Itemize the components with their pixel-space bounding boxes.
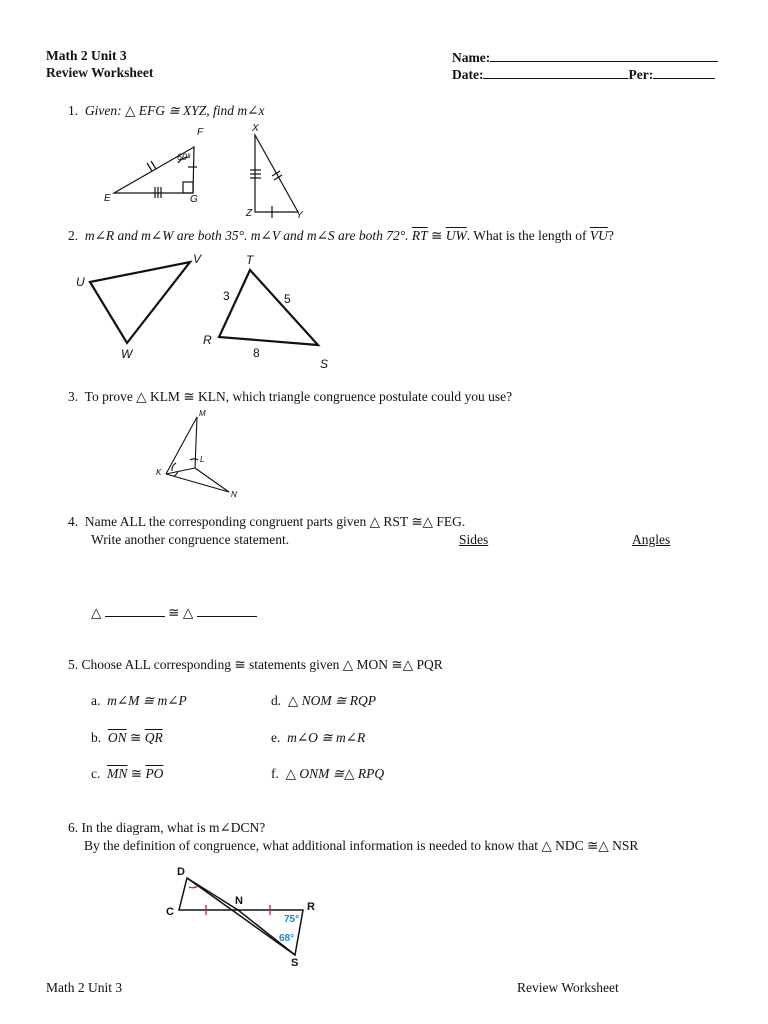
question-1 — [68, 103, 264, 119]
option-b — [91, 730, 163, 746]
option-text: △ NOM ≅ RQP — [287, 693, 376, 708]
segment-kl — [166, 468, 195, 474]
angle-arc-d — [189, 886, 198, 888]
triangle-uvw — [90, 262, 190, 343]
angle-arc-l — [190, 459, 198, 460]
label-u: U — [76, 275, 85, 289]
triangle-trs — [219, 270, 318, 345]
segment-ln — [195, 468, 229, 492]
angle-75-label: 75° — [284, 914, 300, 925]
triangle-efg — [114, 147, 194, 193]
footer-left: Math 2 Unit 3 — [46, 980, 123, 995]
question-number: 4. — [68, 514, 79, 529]
option-letter: a. — [91, 693, 101, 708]
segment-on: $\overline{ON}$ — [107, 730, 127, 745]
congruent-symbol: ≅ — [168, 605, 180, 620]
option-letter: c. — [91, 766, 101, 781]
segment-mn: $\overline{MN}$ — [107, 766, 128, 781]
label-k: K — [156, 468, 162, 477]
footer-right: Review Worksheet — [517, 980, 619, 995]
option-e — [271, 730, 365, 746]
label-n: N — [231, 490, 237, 499]
triangle-nsr — [238, 910, 303, 955]
tick-mark — [274, 175, 282, 180]
label-n: N — [235, 895, 243, 907]
label-v: V — [193, 252, 202, 266]
side-length-ts: 5 — [284, 292, 291, 306]
option-c — [91, 766, 163, 782]
question-text: To prove △ KLM ≅ KLN, which triangle congruence postulate could you use? — [84, 389, 513, 404]
question-text-b: . What is the length of — [466, 228, 587, 243]
transversal-ds — [187, 878, 295, 955]
triangle-xyz — [255, 135, 298, 212]
answer-blank — [197, 603, 257, 617]
label-f: F — [197, 127, 204, 138]
label-g: G — [190, 194, 198, 205]
side-length-rs: 8 — [253, 346, 260, 360]
per-label: Per: — [628, 67, 654, 82]
angle-arc-f — [178, 157, 190, 163]
per-blank — [653, 65, 715, 79]
label-l: L — [200, 455, 205, 464]
option-letter: e. — [271, 730, 281, 745]
option-text: m∠M ≅ m∠P — [107, 693, 187, 708]
name-blank — [490, 48, 718, 62]
option-text: m∠O ≅ m∠R — [287, 730, 366, 745]
sides-heading: Sides — [459, 532, 489, 547]
question-text: Given: △ EFG ≅ XYZ, find m∠x — [84, 103, 265, 118]
option-f — [271, 766, 384, 782]
label-e: E — [104, 193, 111, 204]
label-y: Y — [296, 210, 303, 221]
option-letter: d. — [271, 693, 282, 708]
option-letter: b. — [91, 730, 102, 745]
worksheet-title: Review Worksheet — [46, 65, 154, 80]
answer-blank — [105, 603, 165, 617]
side-length-rt: 3 — [223, 289, 230, 303]
course-title: Math 2 Unit 3 — [46, 48, 127, 63]
option-a — [91, 693, 187, 709]
question-number: 3. — [68, 389, 79, 404]
tick-mark — [272, 171, 280, 176]
label-x: X — [252, 123, 259, 134]
angle-60-label: 60° — [177, 152, 191, 162]
tick-mark — [147, 163, 152, 171]
segment-rt: $\overline{RT}$ — [411, 228, 428, 243]
segment-uw: $\overline{UW}$ — [445, 228, 467, 243]
angle-68-label: 68° — [279, 933, 295, 944]
question-6-subtext: By the definition of congruence, what additional information is needed to know that △ NDC ≅△ NSR — [84, 838, 639, 853]
angle-arc-k — [172, 463, 176, 471]
date-label: Date: — [452, 67, 484, 82]
angle-arc-k — [174, 471, 178, 476]
question-number: 2. — [68, 228, 79, 243]
question-number: 1. — [68, 103, 79, 118]
congruence-statement-blank — [91, 603, 257, 621]
question-2 — [68, 228, 614, 244]
triangle-ndc — [179, 878, 238, 910]
option-d — [271, 693, 376, 709]
congruent-symbol: ≅ — [431, 228, 443, 243]
name-field — [452, 48, 718, 66]
date-per-field — [452, 65, 715, 83]
label-m: M — [199, 409, 206, 418]
question-3 — [68, 389, 512, 405]
segment-po: $\overline{PO}$ — [145, 766, 164, 781]
label-r: R — [307, 901, 315, 913]
date-blank — [483, 65, 628, 79]
segment-qr: $\overline{QR}$ — [144, 730, 163, 745]
segment-vu: $\overline{VU}$ — [589, 228, 608, 243]
label-r: R — [203, 333, 212, 347]
triangle-symbol: △ — [182, 605, 194, 620]
label-s: S — [291, 957, 299, 969]
segment-km — [166, 417, 197, 474]
label-d: D — [177, 866, 185, 878]
label-z: Z — [246, 208, 253, 219]
label-w: W — [121, 347, 133, 361]
tick-mark — [151, 161, 156, 169]
triangle-symbol: △ — [91, 605, 102, 620]
name-label: Name: — [452, 50, 491, 65]
congruent-symbol: ≅ — [130, 730, 142, 745]
segment-ml — [195, 417, 197, 468]
question-6: 6. In the diagram, what is m∠DCN? — [68, 820, 266, 835]
question-text-c: ? — [607, 228, 614, 243]
question-4-subtext: Write another congruence statement. — [91, 532, 290, 547]
label-t: T — [246, 253, 254, 267]
segment-kn — [166, 474, 229, 492]
option-text: △ ONM ≅△ RPQ — [285, 766, 385, 781]
question-4 — [68, 514, 465, 530]
congruent-symbol: ≅ — [130, 766, 143, 781]
right-angle-mark — [183, 182, 193, 193]
question-5: 5. Choose ALL corresponding ≅ statements given △ MON ≅△ PQR — [68, 657, 443, 672]
question-text: Name ALL the corresponding congruent parts given △ RST ≅△ FEG. — [84, 514, 466, 529]
label-c: C — [166, 906, 174, 918]
question-text-a: m∠R and m∠W are both 35°. m∠V and m∠S are both 72°. — [84, 228, 409, 243]
angles-heading: Angles — [632, 532, 671, 547]
option-letter: f. — [271, 766, 279, 781]
label-s: S — [320, 357, 329, 371]
